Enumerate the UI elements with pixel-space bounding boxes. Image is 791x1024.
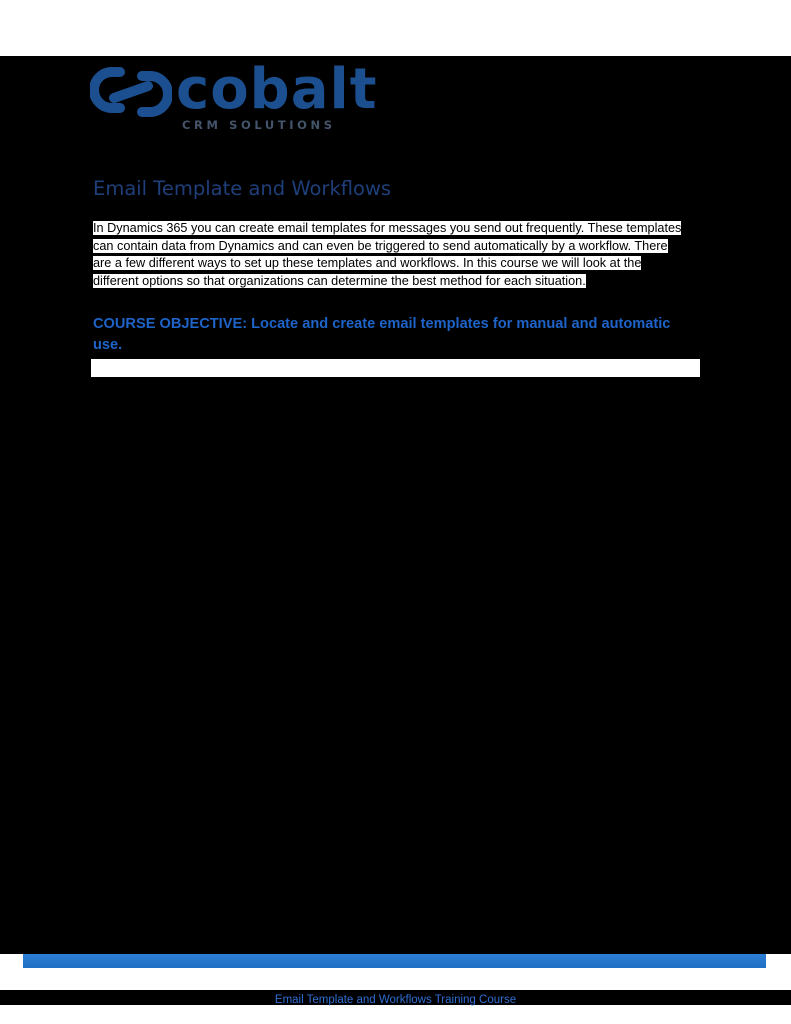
document-title: Email Template and Workflows — [93, 177, 392, 200]
page-footer — [0, 990, 791, 1005]
intro-line: In Dynamics 365 you can create email templates for messages you send out frequently. These templates — [93, 221, 682, 235]
cobalt-link-icon — [90, 66, 172, 118]
highlight-bar — [91, 359, 700, 377]
intro-line: are a few different ways to set up these templates and workflows. In this course we will look at the — [93, 256, 642, 271]
intro-line: different options so that organizations can determine the best method for each situation. — [93, 273, 586, 288]
objective-line: COURSE OBJECTIVE: Locate and create email templates for manual and automatic — [93, 316, 671, 332]
intro-paragraph — [93, 220, 699, 290]
cobalt-logo — [90, 57, 390, 136]
course-objective — [93, 314, 693, 356]
footer-text: Email Template and Workflows Training Course — [274, 994, 517, 1006]
logo-wordmark: cobalt — [176, 57, 378, 122]
footer-band — [23, 954, 766, 968]
intro-line: can contain data from Dynamics and can even be triggered to send automatically by a workflow. There — [93, 238, 668, 253]
objective-line: use. — [93, 337, 123, 353]
logo-tagline: CRM SOLUTIONS — [182, 118, 336, 132]
